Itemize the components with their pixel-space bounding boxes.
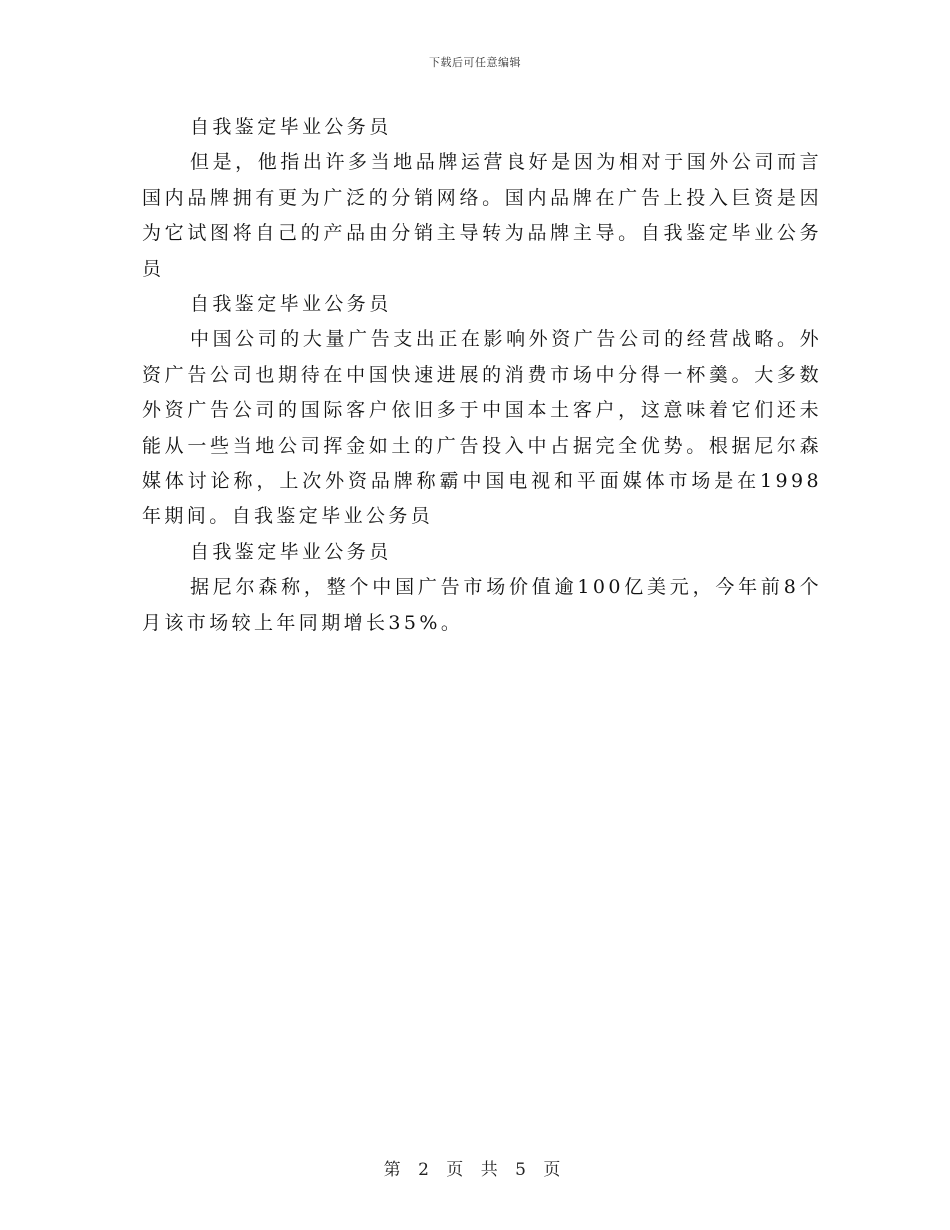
paragraph-5: 自我鉴定毕业公务员 <box>190 540 392 563</box>
page-header: 下载后可任意编辑 <box>429 56 521 69</box>
paragraph-3: 自我鉴定毕业公务员 <box>190 293 392 316</box>
paragraph-4: 中国公司的大量广告支出正在影响外资广告公司的经营战略。外资广告公司也期待在中国快速进展的消费市场中分得一杯羹。大多数外资广告公司的国际客户依旧多于中国本土客户，这意味着它们还未能从一些当地公司挥金如土的广告投入中占据完全优势。根据尼尔森媒体讨论称，上次外资品牌称霸中国电视和平面媒体市场是在1998年期间。自我鉴定毕业公务员 <box>142 328 822 528</box>
paragraph-6: 据尼尔森称，整个中国广告市场价值逾100亿美元，今年前8个月该市场较上年同期增长35%。 <box>142 576 822 634</box>
paragraph-1: 自我鉴定毕业公务员 <box>190 116 392 138</box>
page-footer: 第 2 页 共 5 页 <box>383 1160 567 1180</box>
document-body <box>142 110 822 641</box>
paragraph-2: 但是，他指出许多当地品牌运营良好是因为相对于国外公司而言国内品牌拥有更为广泛的分销网络。国内品牌在广告上投入巨资是因为它试图将自己的产品由分销主导转为品牌主导。自我鉴定毕业公务员 <box>142 151 822 280</box>
